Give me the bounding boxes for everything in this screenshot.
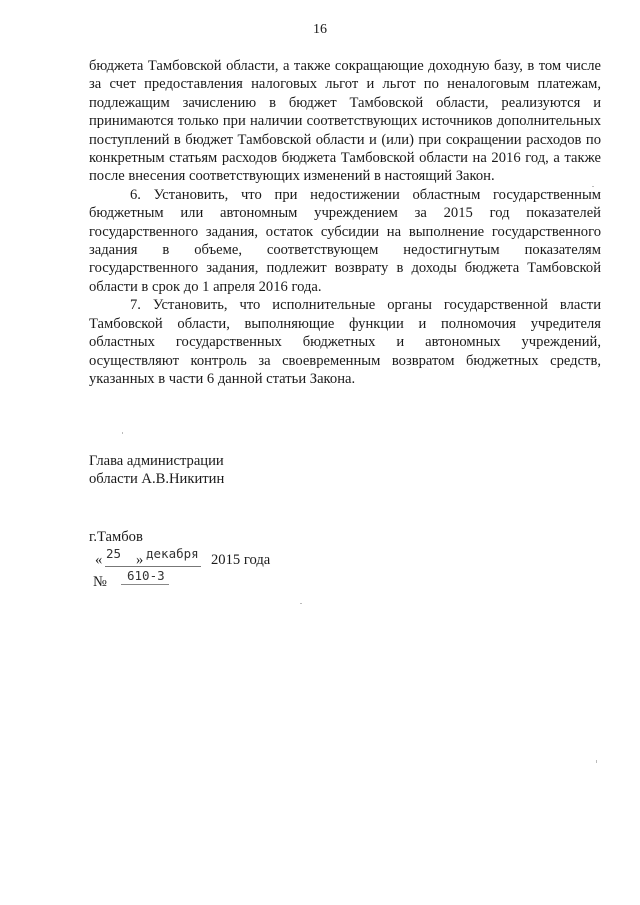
law-number: 610-З (127, 568, 165, 583)
paragraph-continuation: бюджета Тамбовской области, а также сокращающие доходную базу, в том числе за счет предоставления налоговых льгот и льгот по неналоговым платежам, подлежащим зачислению в бюджет Тамбовской области, реализуются и принимаются только при наличии соответствующих источников дополнительных поступлений в бюджет Тамбовской области и (или) при сокращении расходов по конкретным статьям расходов бюджета Тамбовской области на 2016 год, а также после внесения соответствующих изменений в настоящий Закон. (89, 58, 601, 185)
number-underline (121, 584, 169, 585)
date-line (89, 548, 389, 570)
scan-speck (122, 432, 123, 434)
place-of-signing: г.Тамбов (89, 529, 143, 545)
paragraph-item-6: 6. Установить, что при недостижении областным государственным бюджетным или автономным учреждением за 2015 год показателей государственного задания, остаток субсидии на выполнение государственного задания в объеме, соответствующем недостигнутым показателям государственного задания, подлежит возврату в доходы бюджета Тамбовской области в срок до 1 апреля 2016 года. (89, 186, 601, 295)
date-year: 2015 года (211, 552, 271, 568)
law-text-body (89, 57, 601, 388)
date-day: 25 (106, 546, 122, 561)
date-underline (105, 566, 201, 567)
scan-speck (300, 603, 302, 604)
scan-speck (592, 186, 594, 187)
date-month: декабря (146, 546, 199, 561)
scan-speck (596, 760, 597, 763)
signature-block (89, 452, 224, 489)
date-close-quote: » (136, 552, 144, 568)
signatory-position: Глава администрации (89, 453, 224, 469)
date-open-quote: « (95, 552, 103, 568)
law-number-line (93, 568, 293, 592)
paragraph-item-7: 7. Установить, что исполнительные органы государственной власти Тамбовской области, выполняющие функции и полномочия учредителя областных государственных бюджетных и автономных учреждений, осуществляют контроль за своевременным возвратом бюджетных средств, указанных в части 6 данной статьи Закона. (89, 297, 601, 387)
number-sign: № (93, 574, 107, 590)
signatory-name: области А.В.Никитин (89, 471, 225, 488)
page-number: 16 (313, 22, 327, 37)
